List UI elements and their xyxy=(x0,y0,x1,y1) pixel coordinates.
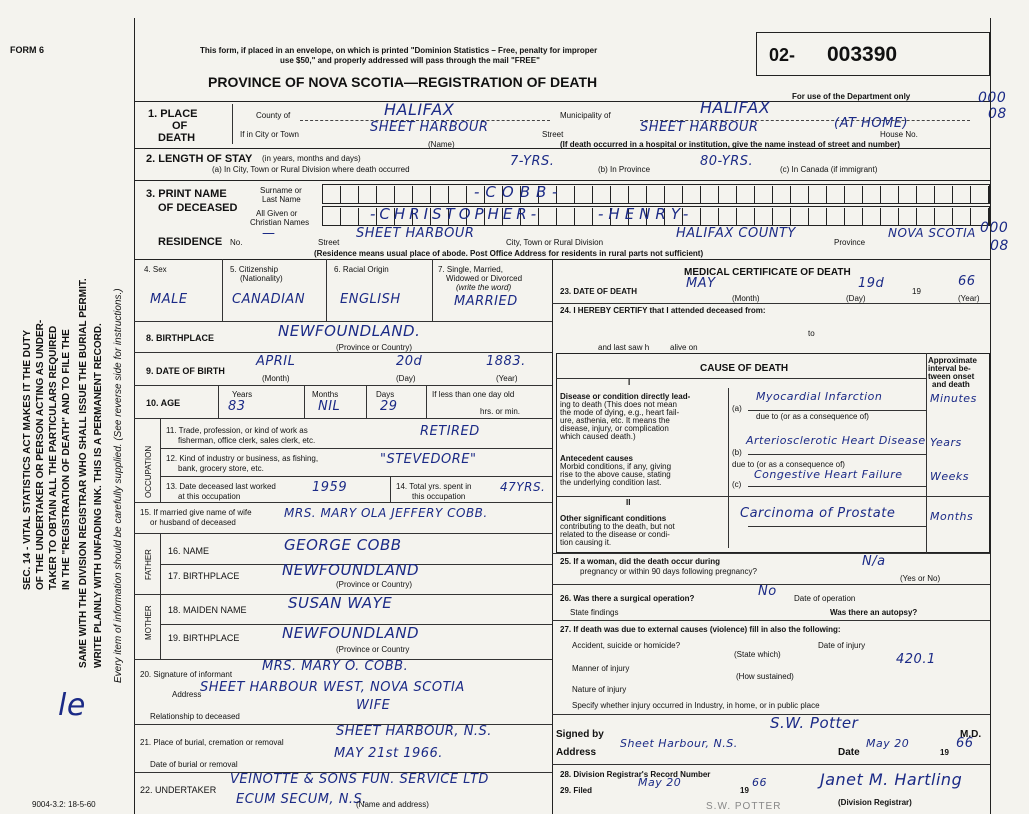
name-grid-cell-divider xyxy=(574,208,575,226)
sign-year-prefix: 19 xyxy=(940,748,949,757)
antecedent-4: the underlying condition last. xyxy=(560,478,662,487)
residence-city-label: City, Town or Rural Division xyxy=(506,238,604,247)
sidebar-line-6: WRITE PLAINLY WITH UNFADING INK. THIS IS A PERMANENT RECORD. xyxy=(93,323,104,668)
interval-a-value: Minutes xyxy=(930,392,977,405)
name-grid-cell-divider xyxy=(862,208,863,226)
informant-address: SHEET HARBOUR WEST, NOVA SCOTIA xyxy=(200,680,465,695)
sidebar-line-1: SEC. 14 - VITAL STATISTICS ACT MAKES IT THE DUTY xyxy=(22,329,33,590)
industry-label-1: 12. Kind of industry or business, as fishing, xyxy=(166,454,319,463)
marital-value: MARRIED xyxy=(454,294,518,309)
last-worked-label-1: 13. Date deceased last worked xyxy=(166,482,276,491)
department-code-1: 000 xyxy=(978,90,1007,106)
residence-label: RESIDENCE xyxy=(158,236,223,248)
spouse-label-1: 15. If married give name of wife xyxy=(140,508,252,517)
name-grid-cell-divider xyxy=(898,186,899,204)
county-label: County of xyxy=(256,111,291,120)
nature-label: Nature of injury xyxy=(572,685,627,694)
name-grid-cell-divider xyxy=(736,208,737,226)
form-number: FORM 6 xyxy=(10,45,45,55)
marital-label-3: (write the word) xyxy=(456,283,512,292)
mother-birthplace-label: 19. BIRTHPLACE xyxy=(168,633,240,643)
surname-label-2: Last Name xyxy=(262,195,301,204)
given-name-1-value: -CHRISTOPHER- xyxy=(370,205,541,223)
other-conditions-3: related to the disease or condi- xyxy=(560,530,670,539)
municipality-label: Municipality of xyxy=(560,111,611,120)
dob-month: APRIL xyxy=(256,354,296,369)
age-days-value: 29 xyxy=(380,399,398,414)
stay-a-value: 7-YRS. xyxy=(510,154,555,169)
name-grid-cell-divider xyxy=(448,186,449,204)
registration-number: 003390 xyxy=(827,43,898,66)
registration-number-box xyxy=(756,32,990,76)
state-findings-label: State findings xyxy=(570,608,619,617)
state-which-label: (State which) xyxy=(734,650,781,659)
name-grid-cell-divider xyxy=(736,186,737,204)
physician-address-value: Sheet Harbour, N.S. xyxy=(620,737,738,750)
burial-date-label: Date of burial or removal xyxy=(150,760,238,769)
spouse-value: MRS. MARY OLA JEFFERY COBB. xyxy=(284,506,488,520)
stay-c-label: (c) In Canada (if immigrant) xyxy=(780,165,878,174)
direct-cause-4: ure, asthenia, etc. It means the xyxy=(560,416,670,425)
mother-maiden-value: SUSAN WAYE xyxy=(288,594,393,612)
physician-address-label: Address xyxy=(556,747,597,758)
antecedent-1: Antecedent causes xyxy=(560,454,633,463)
cause-c-marker: (c) xyxy=(732,480,742,489)
cause-b-marker: (b) xyxy=(732,448,742,457)
sex-label: 4. Sex xyxy=(144,265,167,274)
direct-cause-3: the mode of dying, e.g., heart fail- xyxy=(560,408,680,417)
residence-street-label: Street xyxy=(318,238,340,247)
at-home-value: (AT HOME) xyxy=(834,116,909,131)
name-grid-cell-divider xyxy=(808,208,809,226)
roman-2: II xyxy=(626,498,631,507)
dob-label: 9. DATE OF BIRTH xyxy=(146,366,225,376)
interval-c-value: Weeks xyxy=(930,470,970,483)
md-label: M.D. xyxy=(960,729,982,740)
informant-signature: MRS. MARY O. COBB. xyxy=(262,659,409,674)
roman-1: I xyxy=(628,378,631,387)
age-hrs-min: hrs. or min. xyxy=(480,407,521,416)
marital-label-1: 7. Single, Married, xyxy=(438,265,503,274)
name-grid-cell-divider xyxy=(592,208,593,226)
how-sustained-label: (How sustained) xyxy=(736,672,794,681)
name-grid-cell-divider xyxy=(826,186,827,204)
physician-stamp: S.W. POTTER xyxy=(706,801,782,812)
father-name-label: 16. NAME xyxy=(168,546,210,556)
name-grid-cell-divider xyxy=(754,186,755,204)
name-grid-cell-divider xyxy=(592,186,593,204)
name-grid-cell-divider xyxy=(700,208,701,226)
name-grid-cell-divider xyxy=(826,208,827,226)
surname-grid xyxy=(322,184,990,204)
last-worked-label-2: at this occupation xyxy=(178,492,241,501)
name-grid-cell-divider xyxy=(970,208,971,226)
informant-address-label: Address xyxy=(172,690,202,699)
informant-relation: WIFE xyxy=(356,698,391,713)
surgery-value: No xyxy=(758,584,777,599)
department-use-note: For use of the Department only xyxy=(792,92,911,101)
residence-province-value: NOVA SCOTIA xyxy=(888,226,976,240)
father-birthplace-sublabel: (Province or Country) xyxy=(336,580,413,589)
birthplace-label: 8. BIRTHPLACE xyxy=(146,333,215,343)
filed-label: 29. Filed xyxy=(560,786,593,795)
name-grid-cell-divider xyxy=(862,186,863,204)
hospital-note: (If death occurred in a hospital or institution, give the name instead of street and number) xyxy=(560,140,901,149)
last-worked-value: 1959 xyxy=(312,480,348,495)
industry-label-2: bank, grocery store, etc. xyxy=(178,464,264,473)
death-year: 66 xyxy=(958,274,976,289)
filed-date-value: May 20 xyxy=(638,776,682,789)
mother-maiden-label: 18. MAIDEN NAME xyxy=(168,605,247,615)
age-years-value: 83 xyxy=(228,399,246,414)
certify-label: 24. I HEREBY CERTIFY that I attended deceased from: xyxy=(560,306,766,315)
cause-a-value: Myocardial Infarction xyxy=(756,390,883,403)
name-grid-cell-divider xyxy=(790,208,791,226)
mother-birthplace-value: NEWFOUNDLAND xyxy=(282,624,420,642)
pregnancy-label-1: 25. If a woman, did the death occur during xyxy=(560,557,721,566)
birthplace-value: NEWFOUNDLAND. xyxy=(278,322,421,340)
death-year-label: (Year) xyxy=(958,294,980,303)
residence-street-value: SHEET HARBOUR xyxy=(356,226,475,241)
sign-year-value: 66 xyxy=(956,736,974,751)
citizenship-label-2: (Nationality) xyxy=(240,274,283,283)
undertaker-name: VEINOTTE & SONS FUN. SERVICE LTD xyxy=(230,772,489,787)
marital-label-2: Widowed or Divorced xyxy=(446,274,523,283)
other-cause-value: Carcinoma of Prostate xyxy=(740,506,896,521)
name-grid-cell-divider xyxy=(412,186,413,204)
direct-cause-6: which caused death.) xyxy=(560,432,636,441)
mother-birthplace-sublabel: (Province or Country xyxy=(336,645,410,654)
name-grid-cell-divider xyxy=(628,186,629,204)
mother-side-label: MOTHER xyxy=(144,605,153,640)
sex-value: MALE xyxy=(150,292,188,307)
surname-label-1: Surname or xyxy=(260,186,302,195)
father-side-label: FATHER xyxy=(144,549,153,580)
burial-place-label: 21. Place of burial, cremation or removal xyxy=(140,738,284,747)
filed-year-prefix: 19 xyxy=(740,786,749,795)
signed-by-value: S.W. Potter xyxy=(770,714,859,732)
name-grid-cell-divider xyxy=(394,186,395,204)
record-number-label: 28. Division Registrar's Record Number xyxy=(560,770,711,779)
interval-label-2: interval be- xyxy=(928,364,971,373)
surgery-label: 26. Was there a surgical operation? xyxy=(560,594,695,603)
signed-by-label: Signed by xyxy=(556,729,604,740)
name-grid-cell-divider xyxy=(700,186,701,204)
stay-a-label: (a) In City, Town or Rural Division where death occurred xyxy=(212,165,410,174)
total-years-value: 47YRS. xyxy=(500,480,546,494)
registration-prefix: 02- xyxy=(769,45,796,65)
trade-value: RETIRED xyxy=(420,424,480,439)
envelope-note-2: use $50," and properly addressed will pass through the mail "FREE" xyxy=(280,56,540,65)
place-label-3: DEATH xyxy=(158,132,196,144)
name-grid-cell-divider xyxy=(358,208,359,226)
name-grid-cell-divider xyxy=(844,208,845,226)
name-label-2: OF DECEASED xyxy=(158,202,238,214)
name-sublabel: (Name) xyxy=(428,140,455,149)
citizenship-label-1: 5. Citizenship xyxy=(230,265,279,274)
name-grid-cell-divider xyxy=(556,208,557,226)
death-month: MAY xyxy=(686,276,716,291)
name-grid-cell-divider xyxy=(916,208,917,226)
autopsy-label: Was there an autopsy? xyxy=(830,608,918,617)
stay-label: 2. LENGTH OF STAY xyxy=(146,153,253,165)
last-saw-label: and last saw h xyxy=(598,343,650,352)
total-years-label-1: 14. Total yrs. spent in xyxy=(396,482,472,491)
name-grid-cell-divider xyxy=(880,186,881,204)
father-birthplace-value: NEWFOUNDLAND xyxy=(282,561,420,579)
death-month-label: (Month) xyxy=(732,294,760,303)
occupation-side-label: OCCUPATION xyxy=(144,445,153,498)
name-grid-cell-divider xyxy=(754,208,755,226)
accident-label: Accident, suicide or homicide? xyxy=(572,641,681,650)
name-grid-cell-divider xyxy=(952,208,953,226)
racial-origin-value: ENGLISH xyxy=(340,292,401,307)
interval-label-4: and death xyxy=(932,380,970,389)
injury-date-label: Date of injury xyxy=(818,641,866,650)
death-day-label: (Day) xyxy=(846,294,866,303)
name-grid-cell-divider xyxy=(772,208,773,226)
age-label: 10. AGE xyxy=(146,398,181,408)
interval-b-value: Years xyxy=(930,436,962,449)
age-less-than-day: If less than one day old xyxy=(432,390,515,399)
residence-province-label: Province xyxy=(834,238,866,247)
name-grid-cell-divider xyxy=(988,186,989,204)
department-code-2: 08 xyxy=(988,106,1007,122)
cause-b-value: Arteriosclerotic Heart Disease xyxy=(746,434,926,447)
father-birthplace-label: 17. BIRTHPLACE xyxy=(168,571,240,581)
pregnancy-yes-no: (Yes or No) xyxy=(900,574,941,583)
direct-cause-5: disease, injury, or complication xyxy=(560,424,669,433)
stay-b-label: (b) In Province xyxy=(598,165,651,174)
undertaker-label: 22. UNDERTAKER xyxy=(140,785,217,795)
undertaker-address: ECUM SECUM, N.S. xyxy=(236,792,367,807)
name-grid-cell-divider xyxy=(970,186,971,204)
burial-place-value: SHEET HARBOUR, N.S. xyxy=(336,724,492,739)
cause-title: CAUSE OF DEATH xyxy=(700,363,789,374)
total-years-label-2: this occupation xyxy=(412,492,466,501)
registrar-label: (Division Registrar) xyxy=(838,798,912,807)
other-conditions-2: contributing to the death, but not xyxy=(560,522,675,531)
due-to-2: due to (or as a consequence of) xyxy=(732,460,845,469)
name-grid-cell-divider xyxy=(808,186,809,204)
residence-city-value: HALIFAX COUNTY xyxy=(676,226,796,241)
manner-label: Manner of injury xyxy=(572,664,630,673)
trade-label-2: fisherman, office clerk, sales clerk, etc. xyxy=(178,436,316,445)
municipality-value: HALIFAX xyxy=(700,98,771,117)
name-grid-cell-divider xyxy=(358,186,359,204)
undertaker-sublabel: (Name and address) xyxy=(356,800,429,809)
city-label: If in City or Town xyxy=(240,130,299,139)
street-label: Street xyxy=(542,130,564,139)
given-label-1: All Given or xyxy=(256,209,298,218)
residence-note: (Residence means usual place of abode. Post Office Address for residents in rural parts not sufficient) xyxy=(314,249,704,258)
antecedent-2: Morbid conditions, if any, giving xyxy=(560,462,672,471)
margin-mark: le xyxy=(58,688,86,723)
dob-day-label: (Day) xyxy=(396,374,416,383)
name-grid-cell-divider xyxy=(466,186,467,204)
informant-label: 20. Signature of informant xyxy=(140,670,233,679)
registrar-signature: Janet M. Hartling xyxy=(820,770,963,789)
stay-b-value: 80-YRS. xyxy=(700,154,754,169)
age-months-value: NIL xyxy=(318,399,341,414)
antecedent-3: rise to the above cause, stating xyxy=(560,470,671,479)
name-grid-cell-divider xyxy=(934,186,935,204)
name-grid-cell-divider xyxy=(844,186,845,204)
name-grid-cell-divider xyxy=(718,186,719,204)
specify-label: Specify whether injury occurred in Industry, in home, or in public place xyxy=(572,701,820,710)
sidebar-line-5: SAME WITH THE DIVISION REGISTRAR WHO SHALL ISSUE THE BURIAL PERMIT. xyxy=(78,278,89,668)
place-label-2: OF xyxy=(172,120,188,132)
medical-title: MEDICAL CERTIFICATE OF DEATH xyxy=(684,267,851,278)
form-title: PROVINCE OF NOVA SCOTIA—REGISTRATION OF DEATH xyxy=(208,74,598,90)
age-years-label: Years xyxy=(232,390,253,399)
name-grid-cell-divider xyxy=(952,186,953,204)
other-conditions-4: tion causing it. xyxy=(560,538,612,547)
county-value: HALIFAX xyxy=(384,100,455,119)
death-day: 19d xyxy=(858,276,885,291)
cause-a-marker: (a) xyxy=(732,404,742,413)
house-number-label: House No. xyxy=(880,130,918,139)
name-label-1: 3. PRINT NAME xyxy=(146,188,227,200)
due-to-1: due to (or as a consequence of) xyxy=(756,412,869,421)
sign-date-value: May 20 xyxy=(866,737,910,750)
dob-year-label: (Year) xyxy=(496,374,518,383)
age-days-label: Days xyxy=(376,390,395,399)
name-grid-cell-divider xyxy=(898,208,899,226)
dob-year: 1883. xyxy=(486,354,526,369)
sidebar-line-3: TAKER TO OBTAIN ALL THE PARTICULARS REQUIRED xyxy=(48,325,59,590)
name-grid-cell-divider xyxy=(610,186,611,204)
name-grid-cell-divider xyxy=(772,186,773,204)
name-grid-cell-divider xyxy=(664,186,665,204)
name-grid-cell-divider xyxy=(790,186,791,204)
name-grid-cell-divider xyxy=(880,208,881,226)
interval-label-1: Approximate xyxy=(928,356,977,365)
dob-day: 20d xyxy=(396,354,423,369)
death-year-prefix: 19 xyxy=(912,287,921,296)
surname-value: -COBB- xyxy=(474,183,564,201)
death-date-label: 23. DATE OF DEATH xyxy=(560,287,638,296)
dob-month-label: (Month) xyxy=(262,374,290,383)
birthplace-sublabel: (Province or Country) xyxy=(336,343,413,352)
interval-other-value: Months xyxy=(930,510,974,523)
certify-to: to xyxy=(808,329,815,338)
street-value: SHEET HARBOUR xyxy=(640,120,759,135)
residence-code-2: 08 xyxy=(990,238,1009,254)
age-months-label: Months xyxy=(312,390,339,399)
cause-c-value: Congestive Heart Failure xyxy=(754,468,903,481)
father-name-value: GEORGE COBB xyxy=(284,536,402,554)
spouse-label-2: or husband of deceased xyxy=(150,518,236,527)
manner-code: 420.1 xyxy=(896,652,936,667)
pregnancy-label-2: pregnancy or within 90 days following pregnancy? xyxy=(580,567,757,576)
given-label-2: Christian Names xyxy=(250,218,310,227)
place-label-1: 1. PLACE xyxy=(148,108,198,120)
footer-code: 9004-3.2: 18-5-60 xyxy=(32,800,96,809)
sidebar-line-4: IN THE "REGISTRATION OF DEATH" AND TO FILE THE xyxy=(61,329,72,590)
direct-cause-2: ing to death (This does not mean xyxy=(560,400,677,409)
trade-label-1: 11. Trade, profession, or kind of work as xyxy=(166,426,308,435)
filed-year-value: 66 xyxy=(752,776,767,789)
sidebar-line-7: Every item of information should be carefully supplied. (See reverse side for instructions.) xyxy=(113,288,124,683)
name-grid-cell-divider xyxy=(376,186,377,204)
residence-no-value: — xyxy=(262,226,276,241)
operation-date-label: Date of operation xyxy=(794,594,856,603)
burial-date-value: MAY 21st 1966. xyxy=(334,746,443,761)
name-grid-cell-divider xyxy=(340,186,341,204)
residence-code-1: 000 xyxy=(980,220,1009,236)
external-causes-label: 27. If death was due to external causes (violence) fill in also the following: xyxy=(560,625,841,634)
racial-origin-label: 6. Racial Origin xyxy=(334,265,389,274)
direct-cause-1: Disease or condition directly lead- xyxy=(560,392,691,401)
sign-date-label: Date xyxy=(838,747,860,758)
name-grid-cell-divider xyxy=(718,208,719,226)
envelope-note-1: This form, if placed in an envelope, on which is printed "Dominion Statistics – Free, penalty for improper xyxy=(200,46,598,55)
name-grid-cell-divider xyxy=(340,208,341,226)
city-value: SHEET HARBOUR xyxy=(370,120,489,135)
other-conditions-1: Other significant conditions xyxy=(560,514,667,523)
name-grid-cell-divider xyxy=(934,208,935,226)
given-name-2-value: -HENRY- xyxy=(598,205,694,223)
sidebar-line-2: OF THE UNDERTAKER OR PERSON ACTING AS UNDER- xyxy=(35,319,46,590)
industry-value: "STEVEDORE" xyxy=(380,452,477,467)
stay-sublabel: (in years, months and days) xyxy=(262,154,361,163)
pregnancy-value: N/a xyxy=(862,554,886,569)
citizenship-value: CANADIAN xyxy=(232,292,306,307)
informant-relation-label: Relationship to deceased xyxy=(150,712,240,721)
name-grid-cell-divider xyxy=(916,186,917,204)
name-grid-cell-divider xyxy=(646,186,647,204)
name-grid-cell-divider xyxy=(430,186,431,204)
name-grid-cell-divider xyxy=(574,186,575,204)
interval-label-3: tween onset xyxy=(928,372,975,381)
name-grid-cell-divider xyxy=(682,186,683,204)
alive-on-label: alive on xyxy=(670,343,698,352)
residence-no-label: No. xyxy=(230,238,243,247)
